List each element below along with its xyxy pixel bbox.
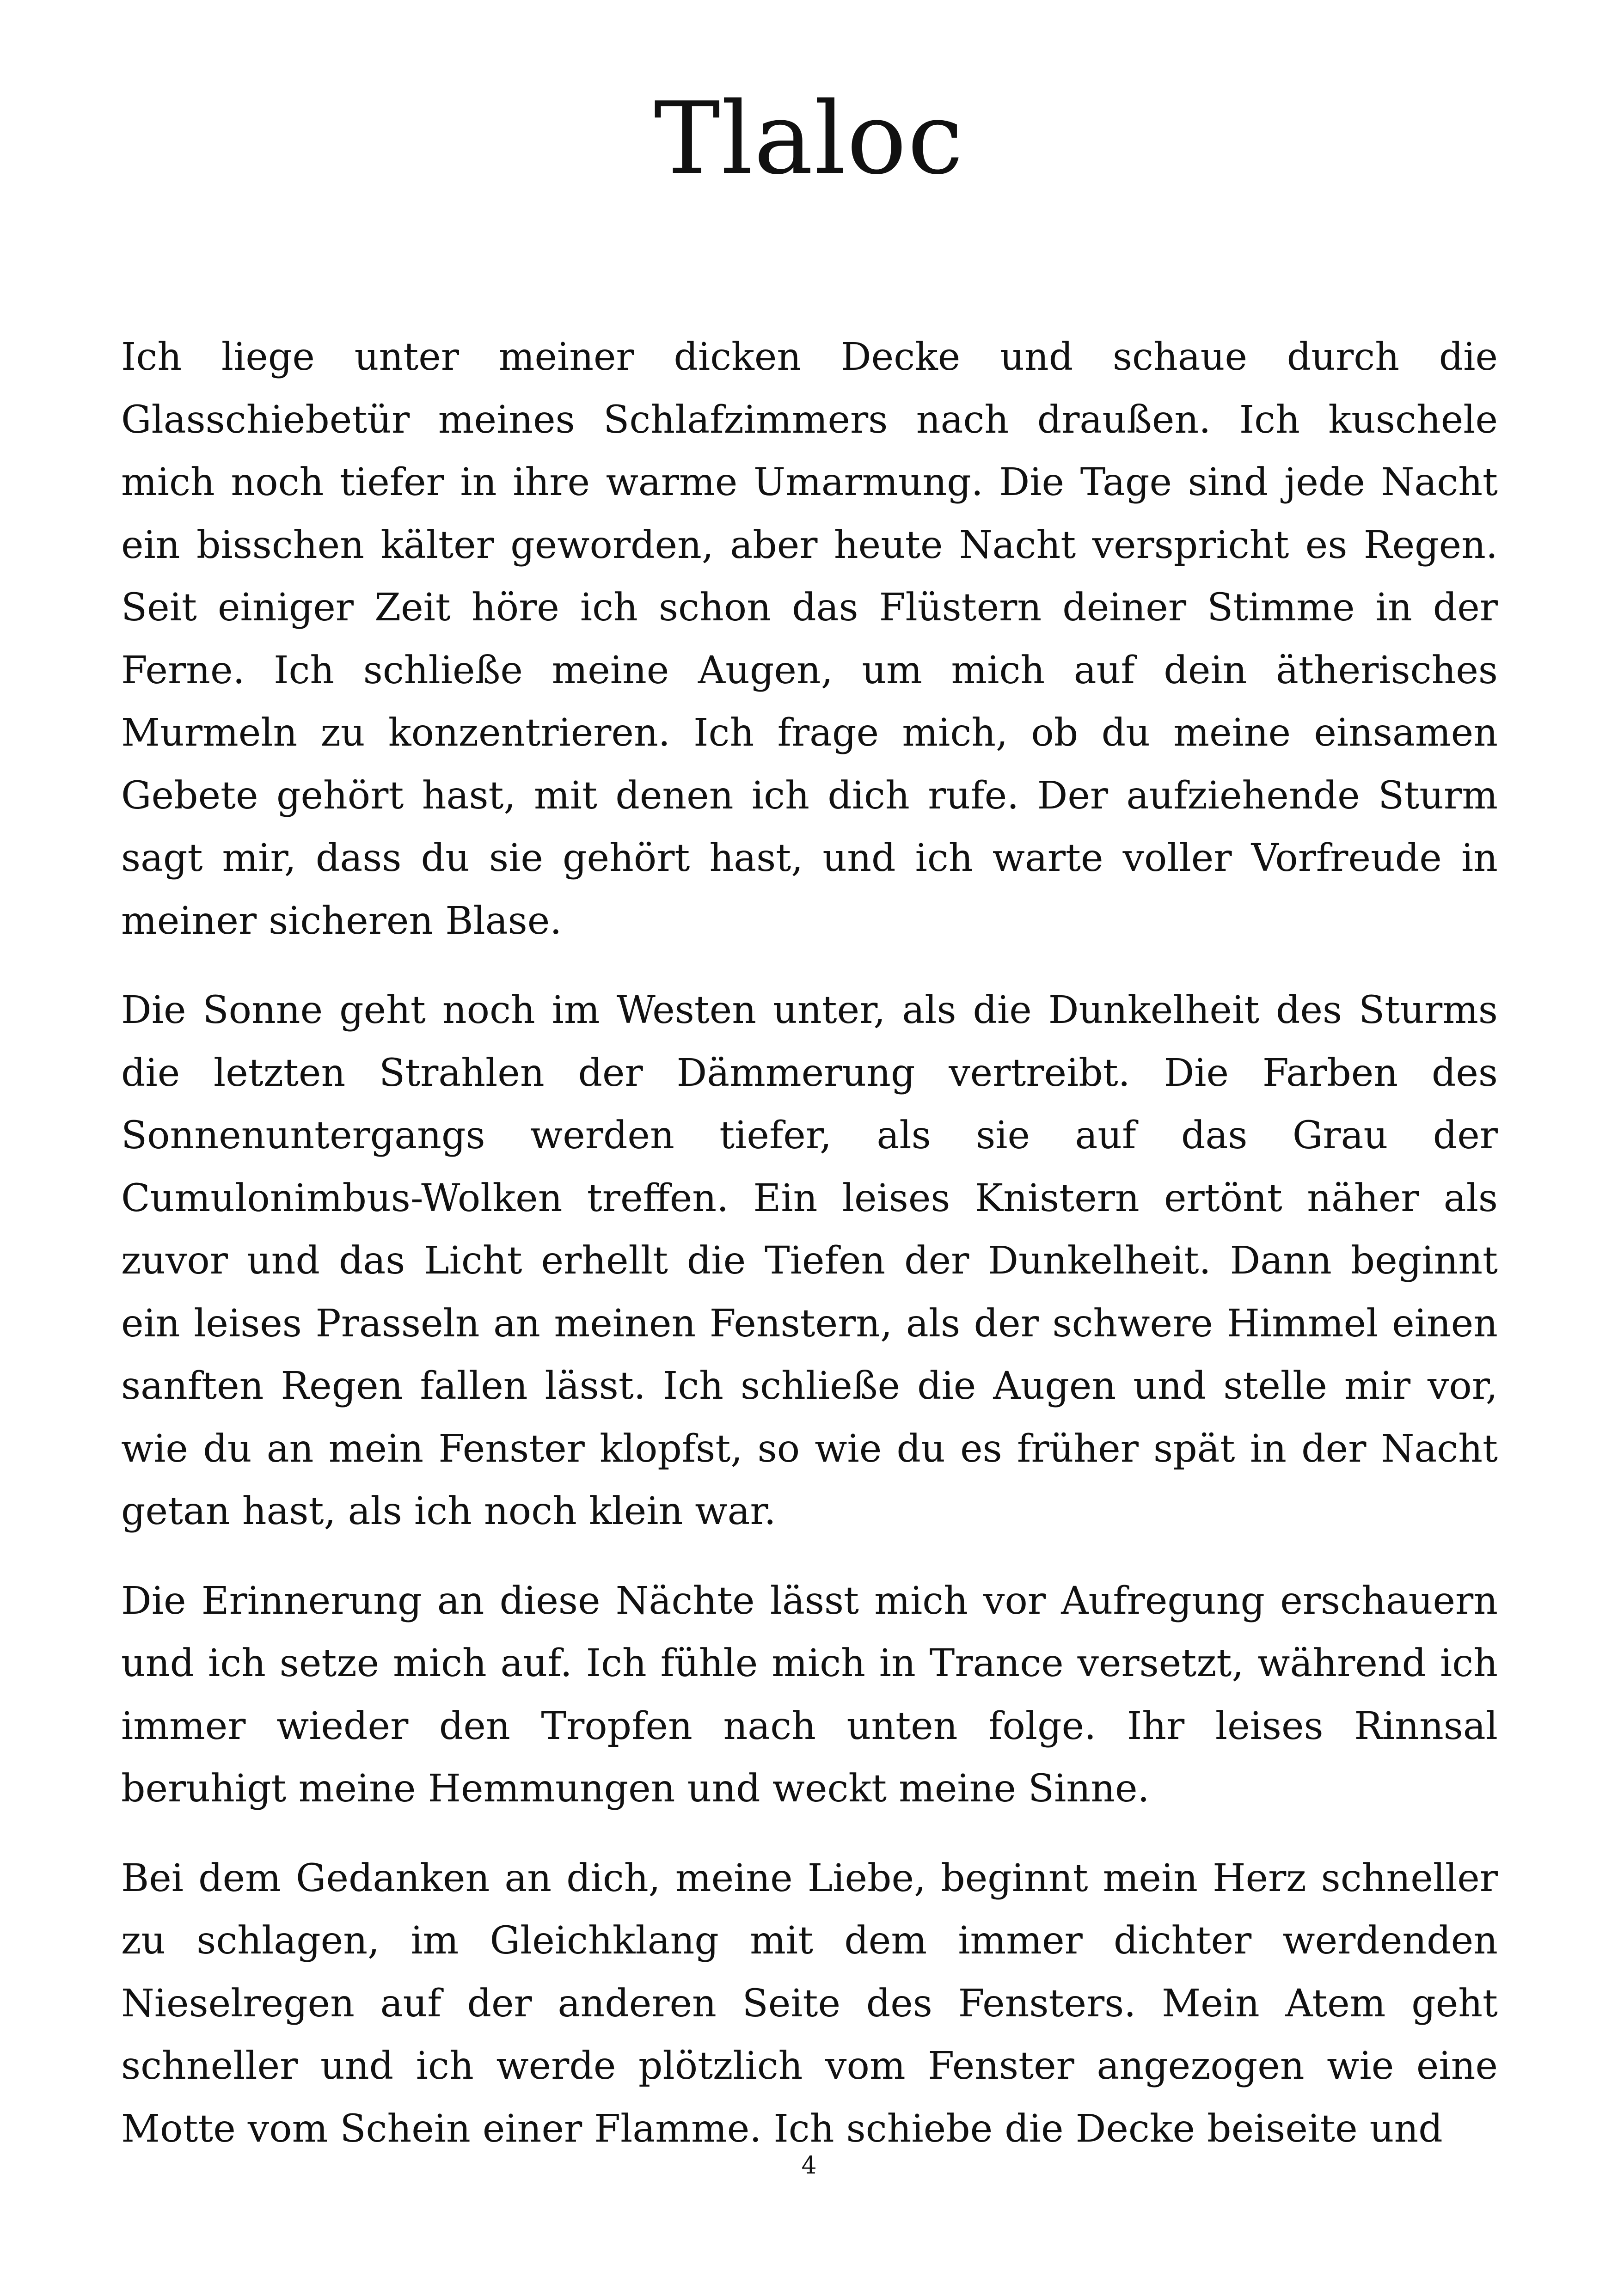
body-text (121, 326, 1498, 2187)
paragraph-1: Ich liege unter meiner dicken Decke und schaue durch die Glasschiebetür meines Schlafzimmers nach draußen. Ich kuschele mich noch tiefer in ihre warme Umarmung. Die Tage sind jede Nacht ein bisschen kälter geworden, aber heute Nacht verspricht es Regen. Seit einiger Zeit höre ich schon das Flüstern deiner Stimme in der Ferne. Ich schließe meine Augen, um mich auf dein ätherisches Murmeln zu konzentrieren. Ich frage mich, ob du meine einsamen Gebete gehört hast, mit denen ich dich rufe. Der aufziehende Sturm sagt mir, dass du sie gehört hast, und ich warte voller Vorfreude in meiner sicheren Blase. (121, 335, 1498, 943)
paragraph-3: Die Erinnerung an diese Nächte lässt mich vor Aufregung erschauern und ich setze mich auf. Ich fühle mich in Trance versetzt, während ich immer wieder den Tropfen nach unten folge. Ihr leises Rinnsal beruhigt meine Hemmungen und weckt meine Sinne. (121, 1579, 1498, 1811)
page-title: Tlaloc (654, 80, 964, 196)
paragraph-4: Bei dem Gedanken an dich, meine Liebe, beginnt mein Herz schneller zu schlagen, im Gleichklang mit dem immer dichter werdenden Nieselregen auf der anderen Seite des Fensters. Mein Atem geht schneller und ich werde plötzlich vom Fenster angezogen wie eine Motte vom Schein einer Flamme. Ich schiebe die Decke beiseite und (121, 1856, 1498, 2151)
page-number: 4 (801, 2152, 817, 2180)
paragraph-2: Die Sonne geht noch im Westen unter, als die Dunkelheit des Sturms die letzten Strahlen der Dämmerung vertreibt. Die Farben des Sonnenuntergangs werden tiefer, als sie auf das Grau der Cumulonimbus-Wolken treffen. Ein leises Knistern ertönt näher als zuvor und das Licht erhellt die Tiefen der Dunkelheit. Dann beginnt ein leises Prasseln an meinen Fenstern, als der schwere Himmel einen sanften Regen fallen lässt. Ich schließe die Augen und stelle mir vor, wie du an mein Fenster klopfst, so wie du es früher spät in der Nacht getan hast, als ich noch klein war. (121, 988, 1498, 1533)
